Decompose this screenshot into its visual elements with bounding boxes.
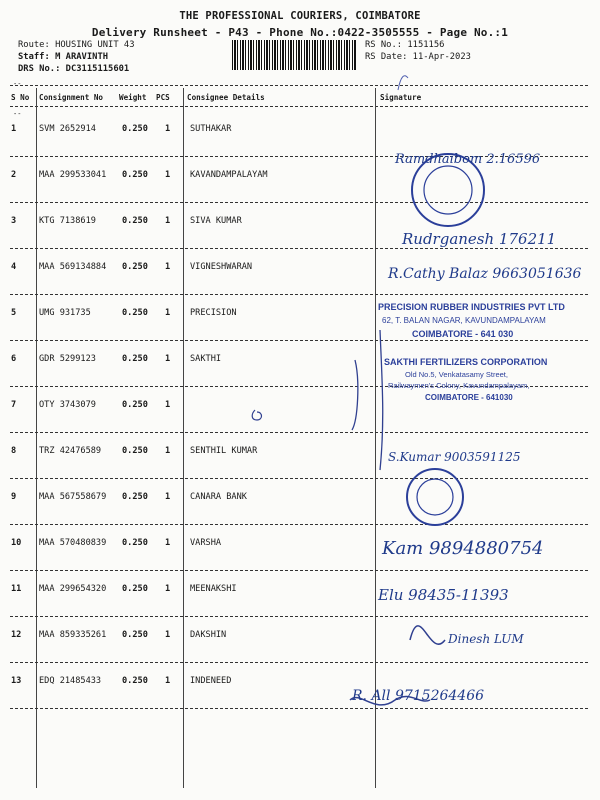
row-consignment: UMG 931735 [39,308,91,318]
row-weight: 0.250 [122,354,148,364]
row-sno: 11 [11,584,22,594]
signature-1: Ramdhaibom 2.16596 [395,152,541,167]
row-consignment: TRZ 42476589 [39,446,102,456]
row-sno: 1 [11,124,17,134]
row-pcs: 1 [165,262,171,272]
row-consignee: SIVA KUMAR [190,216,242,226]
row-sno: 4 [11,262,17,272]
row-marker: -- [13,110,22,118]
row-pcs: 1 [165,308,171,318]
signature-3: Rudrganesh 176211 [402,230,557,248]
row-consignee: SENTHIL KUMAR [190,446,258,456]
row-pcs: 1 [165,170,171,180]
signature-11: Elu 98435-11393 [378,586,509,604]
drs-number: DRS No.: DC3115115601 [18,64,130,74]
row-sno: 2 [11,170,17,180]
row-pcs: 1 [165,446,171,456]
signature-stroke [352,360,358,430]
row-consignment: MAA 299533041 [39,170,107,180]
row-pcs: 1 [165,538,171,548]
rs-number: RS No.: 1151156 [365,40,445,50]
row-consignment: MAA 567558679 [39,492,107,502]
row-sno: 13 [11,676,22,686]
row-consignee: DAKSHIN [190,630,227,640]
signature-4: R.Cathy Balaz 9663051636 [388,266,582,282]
row-sno: 9 [11,492,17,502]
row-consignment: MAA 570480839 [39,538,107,548]
row-consignee: KAVANDAMPALAYAM [190,170,268,180]
round-stamp-inner [424,166,472,214]
row-consignee: VARSHA [190,538,222,548]
row-sno: 7 [11,400,17,410]
row-pcs: 1 [165,354,171,364]
row-weight: 0.250 [122,446,148,456]
row-consignee: MEENAKSHI [190,584,237,594]
staff-info: Staff: M ARAVINTH [18,52,109,62]
row-sno: 8 [11,446,17,456]
ink-scribble [252,410,261,420]
row-consignee: PRECISION [190,308,237,318]
sakthi-stamp-city: COIMBATORE - 641030 [425,393,513,402]
row-sno: 3 [11,216,17,226]
row-weight: 0.250 [122,124,148,134]
signature-10: Kam 9894880754 [382,538,544,559]
row-weight: 0.250 [122,216,148,226]
row-sno: 5 [11,308,17,318]
bank-stamp-inner [417,479,453,515]
runsheet-subtitle: Delivery Runsheet - P43 - Phone No.:0422-3505555 - Page No.:1 [91,26,509,39]
row-weight: 0.250 [122,630,148,640]
row-consignment: SVM 2652914 [39,124,96,134]
row-consignment: MAA 569134884 [39,262,107,272]
precision-stamp-address: 62, T. BALAN NAGAR, KAVUNDAMPALAYAM [382,316,546,325]
row-weight: 0.250 [122,492,148,502]
row-weight: 0.250 [122,262,148,272]
row-weight: 0.250 [122,400,148,410]
row-weight: 0.250 [122,170,148,180]
col-consignee: Consignee Details [187,93,265,102]
col-consignment: Consignment No [39,93,104,102]
precision-stamp-name: PRECISION RUBBER INDUSTRIES PVT LTD [378,302,565,312]
row-sno: 10 [11,538,22,548]
signature-12: Dinesh LUM [448,632,524,646]
col-weight: Weight [119,93,147,102]
row-consignee: SAKTHI [190,354,222,364]
row-consignee: VIGNESHWARAN [190,262,253,272]
col-sno: S No [11,93,30,102]
row-weight: 0.250 [122,676,148,686]
pen-mark [398,76,408,90]
precision-stamp-city: COIMBATORE - 641 030 [412,329,514,339]
sakthi-stamp-colony: Railwaymen's Colony, Kavundampalayam, [388,381,530,390]
row-pcs: 1 [165,124,171,134]
route-info: Route: HOUSING UNIT 43 [18,40,135,50]
row-consignee: INDENEED [190,676,232,686]
header-marker: -- [13,80,22,88]
row-consignee: SUTHAKAR [190,124,232,134]
row-consignee: CANARA BANK [190,492,247,502]
sakthi-stamp-street: Old No.5, Venkatasamy Street, [405,370,508,379]
row-weight: 0.250 [122,584,148,594]
row-pcs: 1 [165,676,171,686]
bank-stamp [407,469,463,525]
row-sno: 6 [11,354,17,364]
row-consignment: OTY 3743079 [39,400,96,410]
row-consignment: EDQ 21485433 [39,676,102,686]
row-consignment: MAA 299654320 [39,584,107,594]
col-pcs: PCS [156,93,170,102]
company-title: THE PROFESSIONAL COURIERS, COIMBATORE [179,10,421,22]
rs-date: RS Date: 11-Apr-2023 [365,52,471,62]
row-pcs: 1 [165,584,171,594]
row-weight: 0.250 [122,308,148,318]
row-consignment: MAA 859335261 [39,630,107,640]
row-pcs: 1 [165,400,171,410]
signature-stroke [410,626,445,644]
row-pcs: 1 [165,216,171,226]
row-pcs: 1 [165,492,171,502]
col-signature: Signature [380,93,422,102]
row-weight: 0.250 [122,538,148,548]
row-sno: 12 [11,630,22,640]
signature-stroke [380,330,383,470]
row-consignment: GDR 5299123 [39,354,96,364]
sakthi-stamp-name: SAKTHI FERTILIZERS CORPORATION [384,357,548,367]
signature-13: R. All 9715264466 [352,688,485,704]
row-consignment: KTG 7138619 [39,216,96,226]
signature-8: S.Kumar 9003591125 [388,450,521,464]
row-pcs: 1 [165,630,171,640]
